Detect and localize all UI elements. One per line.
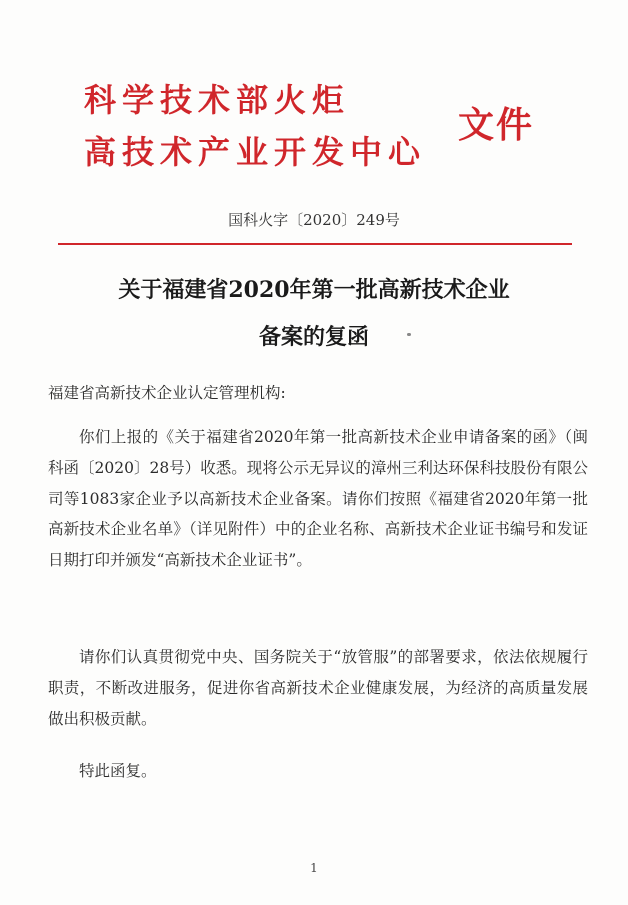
letterhead-org-line-1: 科学技术部火炬 (84, 81, 351, 119)
salutation: 福建省高新技术企业认定管理机构: (48, 384, 286, 402)
red-divider-line (58, 243, 572, 245)
body-paragraph-1: 你们上报的《关于福建省2020年第一批高新技术企业申请备案的函》（闽科函〔2020〕28号）收悉。现将公示无异议的漳州三利达环保科技股份有限公司等1083家企业予以高新技术企业备案。请你们按照《福建省2020年第一批高新技术企业名单》（详见附件）中的企业名称、高新技术企业证书编号和发证日期打印并颁发“高新技术企业证书”。 (48, 428, 588, 570)
document-number: 国科火字〔2020〕249号 (228, 211, 400, 229)
document-title-line-1: 关于福建省2020年第一批高新技术企业 (118, 277, 510, 303)
closing-line: 特此函复。 (79, 762, 157, 780)
document-title-line-2: 备案的复函 (258, 324, 369, 350)
body-paragraph-2: 请你们认真贯彻党中央、国务院关于“放管服”的部署要求，依法依规履行职责，不断改进服务，促进你省高新技术企业健康发展，为经济的高质量发展做出积极贡献。 (48, 648, 588, 728)
letterhead-doc-type: 文件 (458, 105, 535, 146)
letterhead-org-line-2: 高技术产业开发中心 (84, 133, 427, 171)
page-number: 1 (310, 861, 318, 875)
scan-speck (407, 333, 411, 336)
